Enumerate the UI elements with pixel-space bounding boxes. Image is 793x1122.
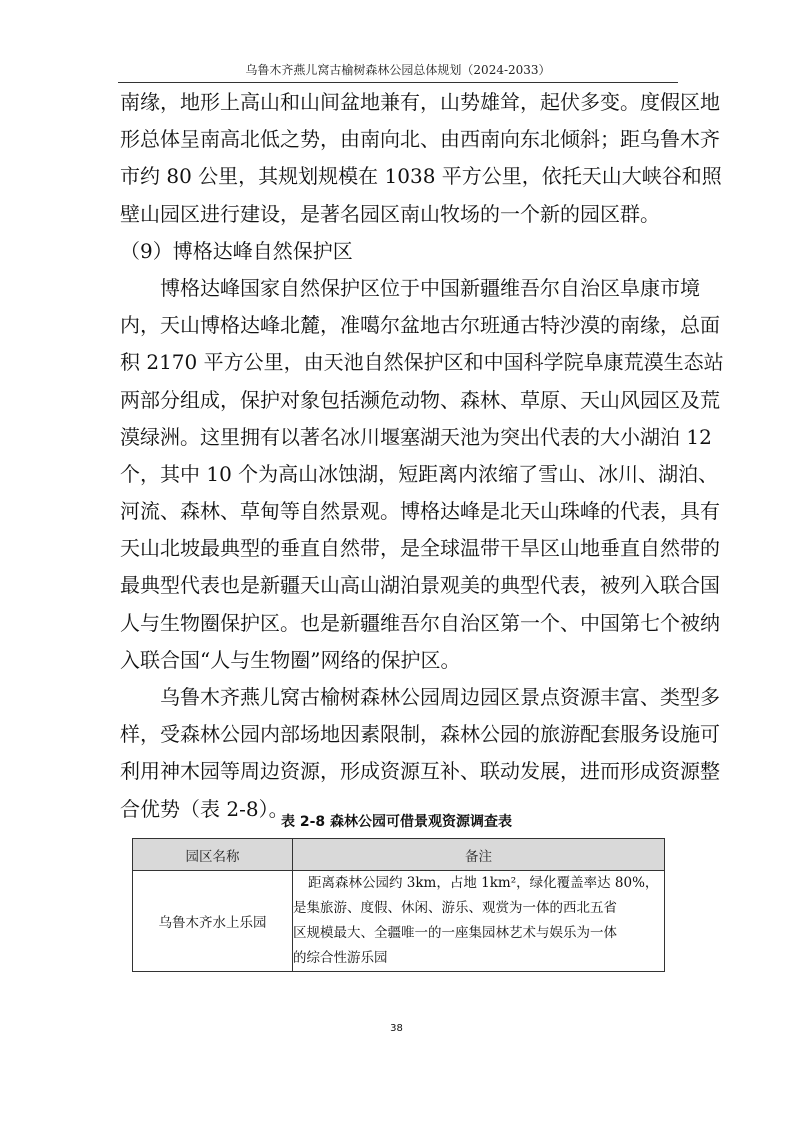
park-name-cell: 乌鲁木齐水上乐园 [133, 871, 293, 972]
paragraph-line: 合优势（表 2-8）。 [120, 796, 289, 821]
note-line: 距离森林公园约 3km，占地 1km²，绿化覆盖率达 80%， [308, 875, 659, 891]
paragraph-line: 利用神木园等周边资源，形成资源互补、联动发展，进而形成资源整 [120, 759, 720, 784]
paragraph-line: 市约 80 公里，其规划规模在 1038 平方公里，依托天山大峡谷和照 [120, 164, 722, 189]
paragraph-line: 形总体呈南高北低之势，由南向北、由西南向东北倾斜；距乌鲁木齐 [120, 127, 720, 152]
page-number: 38 [390, 1023, 403, 1034]
paragraph-line: 人与生物圈保护区。也是新疆维吾尔自治区第一个、中国第七个被纳 [120, 610, 720, 635]
paragraph-line: 河流、森林、草甸等自然景观。博格达峰是北天山珠峰的代表，具有 [120, 499, 720, 524]
paragraph-line: 内，天山博格达峰北麓，准噶尔盆地古尔班通古特沙漠的南缘，总面 [120, 313, 720, 338]
paragraph-line: 乌鲁木齐燕儿窝古榆树森林公园周边园区景点资源丰富、类型多 [160, 685, 720, 709]
paragraph-line: 壁山园区进行建设，是著名园区南山牧场的一个新的园区群。 [120, 201, 660, 226]
paragraph-line: 个，其中 10 个为高山冰蚀湖，短距离内浓缩了雪山、冰川、湖泊、 [120, 461, 719, 486]
table-header-row [133, 839, 665, 871]
note-line: 的综合性游乐园 [293, 950, 388, 966]
table-row [133, 871, 665, 972]
paragraph-line: 积 2170 平方公里，由天池自然保护区和中国科学院阜康荒漠生态站 [120, 350, 724, 375]
note-line: 是集旅游、度假、休闲、游乐、观赏为一体的西北五省 [293, 900, 617, 916]
paragraph-line: 最典型代表也是新疆天山高山湖泊景观美的典型代表，被列入联合国 [120, 573, 720, 598]
park-note-cell [293, 871, 665, 972]
column-header-note: 备注 [293, 839, 665, 871]
resource-table [132, 838, 665, 972]
column-header-park-name: 园区名称 [133, 839, 293, 871]
running-header: 乌鲁木齐燕儿窝古榆树森林公园总体规划（2024-2033） [245, 63, 551, 77]
paragraph-line: 天山北坡最典型的垂直自然带，是全球温带干旱区山地垂直自然带的 [120, 536, 720, 561]
paragraph-line: 漠绿洲。这里拥有以著名冰川堰塞湖天池为突出代表的大小湖泊 12 [120, 424, 712, 449]
header-divider [118, 82, 678, 83]
body-text [120, 84, 724, 828]
paragraph-line: 两部分组成，保护对象包括濒危动物、森林、草原、天山风园区及荒 [120, 387, 720, 412]
section-heading: （9）博格达峰自然保护区 [120, 238, 353, 263]
paragraph-line: 南缘，地形上高山和山间盆地兼有，山势雄耸，起伏多变。度假区地 [120, 90, 720, 114]
paragraph-line: 博格达峰国家自然保护区位于中国新疆维吾尔自治区阜康市境 [160, 275, 700, 300]
paragraph-line: 入联合国“人与生物圈”网络的保护区。 [120, 647, 461, 672]
paragraph-line: 样，受森林公园内部场地因素限制，森林公园的旅游配套服务设施可 [120, 722, 720, 747]
table-caption: 表 2-8 森林公园可借景观资源调查表 [280, 814, 513, 830]
note-line: 区规模最大、全疆唯一的一座集园林艺术与娱乐为一体 [293, 925, 617, 941]
